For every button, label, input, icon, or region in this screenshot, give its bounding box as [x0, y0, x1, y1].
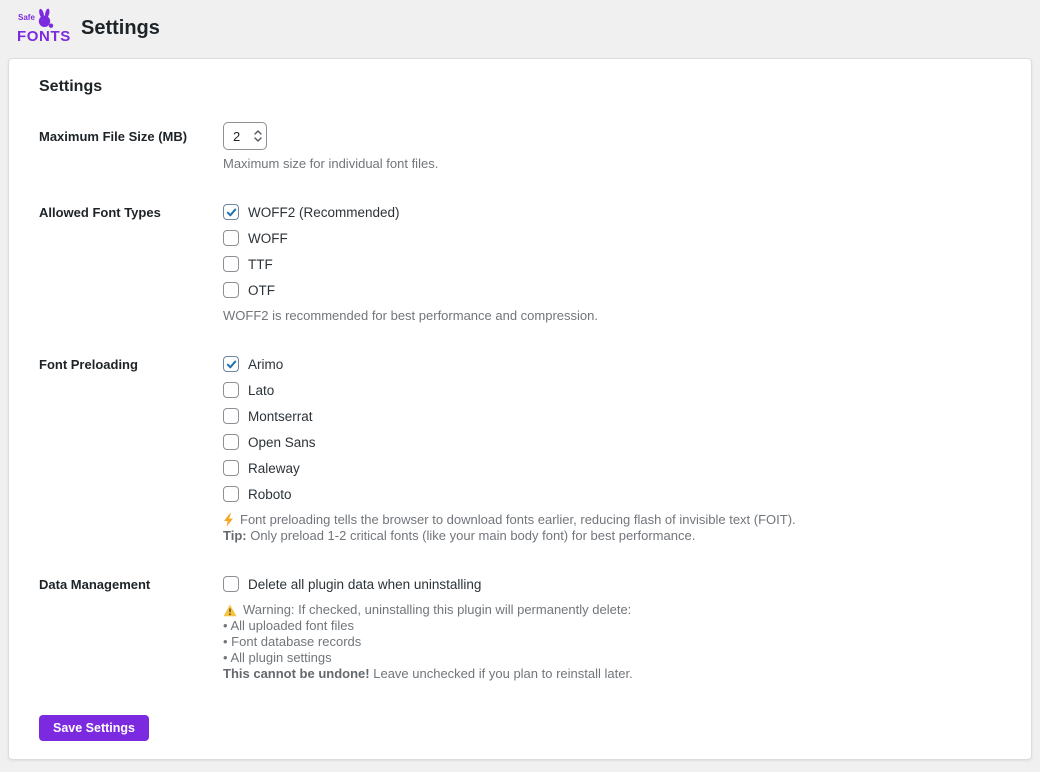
rabbit-icon — [34, 8, 55, 30]
allowed-font-types-label: Allowed Font Types — [39, 205, 161, 220]
setting-row-font-preloading — [39, 356, 1009, 544]
checkbox-label: WOFF — [248, 230, 288, 246]
warning-bullet: • Font database records — [223, 634, 1009, 650]
lightning-icon — [223, 513, 234, 527]
check-icon[interactable] — [223, 460, 239, 476]
checkbox-label: Roboto — [248, 486, 292, 502]
check-icon[interactable] — [223, 408, 239, 424]
check-icon[interactable] — [223, 356, 239, 372]
stepper-icon[interactable] — [254, 130, 262, 142]
settings-card — [8, 58, 1032, 760]
checkbox-item-otf[interactable] — [223, 282, 1009, 298]
logo-safe-text: Safe — [18, 13, 35, 22]
font-preloading-label: Font Preloading — [39, 357, 138, 372]
checkbox-item-delete-data[interactable] — [223, 576, 1009, 592]
checkbox-label: Montserrat — [248, 408, 313, 424]
checkbox-item-raleway[interactable] — [223, 460, 1009, 476]
font-preloading-tip: Tip: Only preload 1-2 critical fonts (like your main body font) for best performance. — [223, 528, 696, 543]
check-icon[interactable] — [223, 282, 239, 298]
checkbox-item-woff[interactable] — [223, 230, 1009, 246]
check-icon[interactable] — [223, 230, 239, 246]
setting-row-max-file-size — [39, 122, 1009, 172]
header — [0, 0, 1040, 50]
warning-icon — [223, 604, 237, 617]
checkbox-label: Open Sans — [248, 434, 316, 450]
allowed-font-types-help: WOFF2 is recommended for best performance and compression. — [223, 308, 598, 323]
setting-row-allowed-font-types — [39, 204, 1009, 324]
checkbox-item-arimo[interactable] — [223, 356, 1009, 372]
data-management-label: Data Management — [39, 577, 151, 592]
checkbox-item-woff2[interactable] — [223, 204, 1009, 220]
card-heading: Settings — [39, 78, 103, 95]
checkbox-item-ttf[interactable] — [223, 256, 1009, 272]
warning-bullet: • All uploaded font files — [223, 618, 1009, 634]
checkbox-label: OTF — [248, 282, 275, 298]
check-icon[interactable] — [223, 204, 239, 220]
check-icon[interactable] — [223, 486, 239, 502]
checkbox-label: Arimo — [248, 356, 284, 372]
max-file-size-help: Maximum size for individual font files. — [223, 156, 439, 171]
checkbox-label: Raleway — [248, 460, 300, 476]
checkbox-item-montserrat[interactable] — [223, 408, 1009, 424]
warning-bullet: • All plugin settings — [223, 650, 1009, 666]
page-title: Settings — [81, 16, 160, 39]
save-settings-button[interactable]: Save Settings — [39, 715, 149, 741]
checkbox-item-open-sans[interactable] — [223, 434, 1009, 450]
check-icon[interactable] — [223, 256, 239, 272]
app-logo — [17, 8, 69, 48]
checkbox-item-roboto[interactable] — [223, 486, 1009, 502]
checkbox-label: WOFF2 (Recommended) — [248, 204, 400, 220]
font-preloading-help: Font preloading tells the browser to download fonts earlier, reducing flash of invisible text (FOIT). — [223, 512, 1009, 528]
check-icon[interactable] — [223, 434, 239, 450]
checkbox-label: TTF — [248, 256, 273, 272]
max-file-size-field — [223, 122, 267, 150]
check-icon[interactable] — [223, 382, 239, 398]
max-file-size-label: Maximum File Size (MB) — [39, 129, 188, 144]
logo-fonts-text: FONTS — [17, 28, 71, 45]
check-icon[interactable] — [223, 576, 239, 592]
checkbox-item-lato[interactable] — [223, 382, 1009, 398]
warning-undone-line: This cannot be undone! Leave unchecked if you plan to reinstall later. — [223, 666, 633, 681]
data-management-warning: Warning: If checked, uninstalling this plugin will permanently delete: — [223, 602, 1009, 618]
checkbox-label: Lato — [248, 382, 275, 398]
setting-row-data-management — [39, 576, 1009, 682]
checkbox-label: Delete all plugin data when uninstalling — [248, 576, 482, 592]
